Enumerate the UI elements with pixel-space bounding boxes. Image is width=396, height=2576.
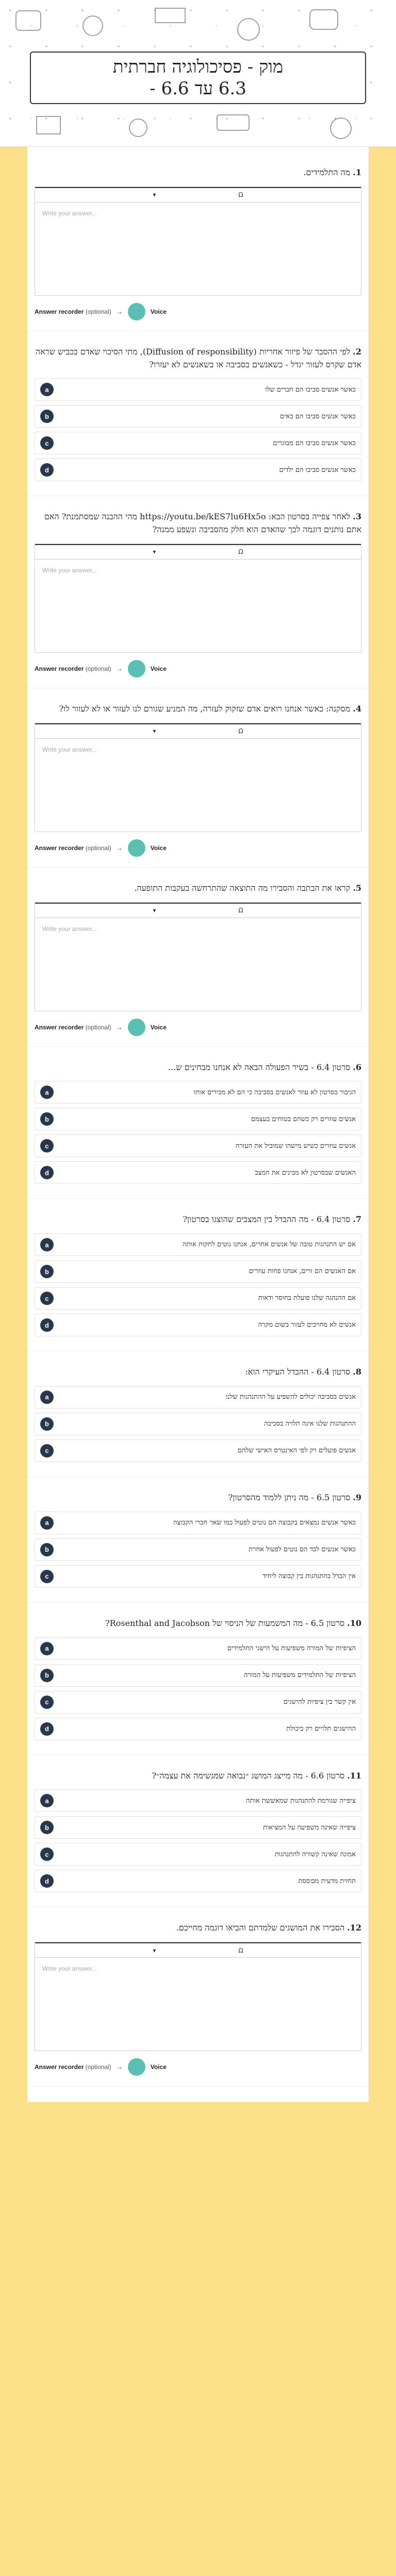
answer-options [35,1386,361,1462]
answer-options [35,1637,361,1740]
voice-label: Voice [150,308,167,315]
question-text [35,1366,361,1379]
option-letter-badge: a [40,1794,54,1807]
option-text: כאשר אנשים נמצאים בקבוצה הם נוטים לפעול כמו שאר חברי הקבוצה [173,1519,356,1527]
recorder-label [35,308,111,315]
answer-option[interactable] [35,1637,361,1660]
record-button[interactable] [128,303,145,320]
recorder-label [35,2063,111,2071]
answer-editor [35,723,361,832]
question-body: סרטון 6.4 - מה ההבדל בין המצבים שהוצגו בסרטון? [183,1214,351,1225]
question-number: 6. [353,1062,361,1072]
question-text [35,1617,361,1630]
answer-option[interactable] [35,1816,361,1839]
voice-label: Voice [150,844,167,852]
option-text: אין הבדל בהתנהגות בין קבוצה ליחיד [262,1572,356,1581]
answer-option[interactable] [35,1718,361,1740]
question-text [35,1492,361,1504]
option-letter-badge: d [40,1166,54,1179]
option-text: אמונה שאינה קשורה להתנהגות [274,1850,356,1858]
recorder-label-text: Answer recorder [35,2063,84,2071]
question-text [35,1213,361,1226]
open-question [27,688,369,868]
question-number: 9. [353,1492,361,1502]
question-number: 7. [353,1214,361,1225]
option-text: אנשים עוזרים רק כשהם בטוחים בעצמם [251,1115,356,1123]
open-question [27,496,369,688]
editor-toolbar [35,1942,361,1958]
arrow-icon: → [116,1023,123,1031]
header-banner [0,0,396,147]
special-character-icon[interactable]: Ω [238,727,243,735]
doodle-shape [15,10,41,31]
recorder-label [35,665,111,672]
option-letter-badge: b [40,1417,54,1431]
question-text [35,511,361,536]
option-text: כאשר אנשים סביבו הם באים [280,412,356,420]
option-text: ציפייה שאינה משפיעה על המציאות [263,1823,356,1832]
option-text: ציפייה שגורמת להתנהגות שמאששת אותה [245,1797,356,1805]
option-text: תחזית מדעית מבוססת [298,1877,356,1885]
answer-editor [35,1942,361,2051]
option-letter-badge: a [40,1642,54,1655]
doodle-shape [36,116,61,134]
answer-option[interactable] [35,1260,361,1283]
question-number: 1. [353,167,361,177]
question-body: סרטון 6.4 - בשיר הפעולה הבאה לא אנחנו מבחינים ש... [168,1062,351,1072]
doodle-shape [309,9,338,30]
question-number: 4. [353,703,361,714]
multiple-choice-question [27,1199,369,1351]
answer-option[interactable] [35,459,361,481]
answer-input[interactable]: Write your answer... [42,925,97,933]
option-letter-badge: b [40,1265,54,1278]
recorder-label-text: Answer recorder [35,844,84,852]
format-dropdown-icon[interactable]: ▾ [153,1946,156,1954]
answer-option[interactable] [35,405,361,428]
question-text [35,882,361,895]
recorder-optional-text: (optional) [85,2063,111,2071]
question-body: קראו את הכתבה והסבירו מה התוצאה שהתרחשה בעקבות התופעה. [134,883,351,893]
answer-input[interactable]: Write your answer... [42,1965,97,1973]
doodle-shape [237,18,260,41]
worksheet-card [27,147,369,2102]
answer-option[interactable] [35,1843,361,1866]
question-body: סרטון 6.5 - מה ניתן ללמוד מהסרטון? [228,1492,351,1502]
option-text: אנשים פועלים רק לפי האינטרס האישי שלהם [237,1447,356,1455]
answer-option[interactable] [35,1108,361,1130]
answer-option[interactable] [35,432,361,454]
option-letter-badge: d [40,1318,54,1332]
option-text: אין קשר בין ציפיות להישגים [283,1698,356,1706]
option-text: כאשר אנשים סביבו הם ילדים [279,466,356,474]
special-character-icon[interactable]: Ω [238,1946,243,1954]
option-text: האנשים שבסרטון לא מבינים את המצב [255,1168,356,1177]
question-number: 8. [353,1367,361,1377]
option-letter-badge: c [40,1848,54,1861]
option-letter-badge: c [40,1139,54,1153]
format-dropdown-icon[interactable]: ▾ [153,907,156,914]
option-text: אם ההנהגה שלנו פועלת בחוסר ודאות [258,1294,356,1302]
editor-toolbar [35,544,361,560]
recorder-label [35,844,111,852]
question-body: סרטון 6.6 - מה מייצג המושג ״נבואה שמגשימה את עצמה״? [152,1770,345,1781]
question-text [35,1770,361,1783]
open-question [27,152,369,331]
arrow-icon: → [116,2063,123,2071]
option-letter-badge: c [40,1444,54,1458]
question-text [35,703,361,716]
doodle-shape [155,8,186,23]
answer-editor [35,902,361,1011]
option-letter-badge: a [40,1391,54,1404]
option-letter-badge: c [40,1570,54,1583]
recorder-label-text: Answer recorder [35,1023,84,1031]
option-letter-badge: d [40,1874,54,1888]
question-number: 5. [353,883,361,893]
option-text: ההישגים תלויים רק ביכולת [286,1724,356,1733]
recorder-optional-text: (optional) [85,665,111,672]
arrow-icon: → [116,844,123,852]
multiple-choice-question [27,1047,369,1199]
question-text [35,1922,361,1935]
question-body: מה התלמידים. [303,167,351,177]
answer-option[interactable] [35,1789,361,1812]
option-letter-badge: a [40,1086,54,1099]
title-line-1: מוק - פסיכולוגיה חברתית [112,56,284,77]
open-question [27,868,369,1047]
answer-input[interactable]: Write your answer... [42,745,97,753]
multiple-choice-question [27,1351,369,1477]
voice-label: Voice [150,1023,167,1031]
record-button[interactable] [128,839,145,857]
multiple-choice-question [27,1755,369,1908]
option-text: אנשים עוזרים כשיש מישהו שמוביל את העזרה [235,1142,356,1150]
answer-options [35,1789,361,1892]
question-number: 11. [347,1770,361,1781]
record-button[interactable] [128,1019,145,1036]
doodle-shape [217,114,250,131]
answer-option[interactable] [35,1870,361,1892]
option-letter-badge: c [40,1696,54,1709]
record-button[interactable] [128,660,145,677]
answer-option[interactable] [35,1664,361,1687]
answer-option[interactable] [35,1538,361,1561]
recorder-label-text: Answer recorder [35,308,84,315]
multiple-choice-question [27,1603,369,1755]
recorder-optional-text: (optional) [85,1023,111,1031]
option-text: הציפיות של התלמידים משפיעות על המורה [243,1671,356,1679]
answer-options [35,1233,361,1336]
question-number: 10. [347,1618,361,1628]
answer-recorder [35,1019,361,1036]
doodle-shape [129,118,147,137]
title-line-2: 6.3 עד 6.6 - [150,78,246,99]
question-body: הסבירו את המושגים שלמדתם והביאו דוגמה מחייכם. [176,1923,345,1933]
option-text: הגיבור בסרטון לא עוזר לאנשים בסביבה כי הם לא מכירים אותו [193,1088,356,1096]
special-character-icon[interactable]: Ω [238,191,243,199]
option-text: כאשר אנשים לבד הם נוטים לפעול אחרת [249,1546,356,1554]
question-text [35,346,361,371]
answer-options [35,1512,361,1588]
format-dropdown-icon[interactable]: ▾ [153,191,156,199]
option-letter-badge: c [40,1292,54,1305]
option-letter-badge: a [40,383,54,396]
answer-input[interactable]: Write your answer... [42,209,97,217]
question-body: מסקנה: כאשר אנחנו רואים אדם שזקוק לעזרה, מה המניע שגורם לנו לעזור או לא לעזור לו? [59,703,351,714]
option-letter-badge: a [40,1238,54,1251]
editor-toolbar [35,723,361,739]
answer-editor [35,544,361,653]
question-body: סרטון 6.4 - ההבדל העיקרי הוא: [245,1367,351,1377]
answer-option[interactable] [35,1413,361,1435]
answer-option[interactable] [35,1565,361,1588]
question-text [35,166,361,179]
recorder-optional-text: (optional) [85,844,111,852]
record-button[interactable] [128,2058,145,2076]
option-text: אנשים לא מחויבים לעזור בשום מקרה [258,1321,356,1329]
title-box [30,52,366,104]
question-number: 2. [353,346,361,357]
question-number: 12. [347,1923,361,1933]
footer-space [0,2102,396,2159]
format-dropdown-icon[interactable]: ▾ [153,548,156,556]
answer-editor [35,187,361,296]
editor-toolbar [35,187,361,202]
voice-label: Voice [150,665,167,672]
doodle-shape [330,117,352,139]
answer-option[interactable] [35,1161,361,1184]
option-text: אם האנשים הם זרים, אנחנו פחות עוזרים [249,1267,356,1276]
question-text [35,1061,361,1074]
option-letter-badge: d [40,463,54,477]
answer-options [35,378,361,481]
answer-option[interactable] [35,378,361,401]
option-letter-badge: b [40,410,54,423]
recorder-optional-text: (optional) [85,308,111,315]
page-title [113,56,283,100]
answer-input[interactable]: Write your answer... [42,566,97,574]
option-text: כאשר אנשים סביבו הם חברים שלו [265,385,356,394]
arrow-icon: → [116,308,123,315]
multiple-choice-question [27,1477,369,1603]
answer-option[interactable] [35,1691,361,1714]
open-question [27,1907,369,2087]
editor-toolbar [35,903,361,918]
option-text: ההתנהגות שלנו אינה תלויה בסביבה [264,1420,356,1428]
answer-option[interactable] [35,1287,361,1310]
answer-option[interactable] [35,1512,361,1534]
doodle-shape [82,15,103,36]
option-text: אם יש התנהגות טובה של אנשים אחרים, אנחנו נוטים לחקות אותה [183,1241,356,1249]
answer-option[interactable] [35,1134,361,1157]
option-letter-badge: d [40,1722,54,1736]
answer-option[interactable] [35,1314,361,1336]
option-letter-badge: b [40,1821,54,1834]
answer-option[interactable] [35,1081,361,1104]
arrow-icon: → [116,665,123,672]
option-letter-badge: a [40,1516,54,1530]
answer-recorder [35,2058,361,2076]
multiple-choice-question [27,331,369,497]
answer-option[interactable] [35,1233,361,1256]
option-letter-badge: b [40,1543,54,1556]
option-text: אנשים בסביבה יכולים להשפיע על ההתנהגות שלנו [225,1393,356,1401]
answer-recorder [35,839,361,857]
answer-recorder [35,660,361,677]
question-body: לפי ההסבר של פיזור אחריות (Diffusion of responsibility), מתי הסיכוי שאדם בכביש שראה אדם שקרס לעזור יגדל - כשאנשים בסביבה או כשאנשים לא יעזרו? [35,346,361,369]
question-body: סרטון 6.5 - מה המשמעות של הניסוי של Rosenthal and Jacobson? [105,1618,345,1628]
special-character-icon[interactable]: Ω [238,548,243,556]
option-letter-badge: b [40,1112,54,1126]
answer-option[interactable] [35,1439,361,1462]
option-letter-badge: b [40,1669,54,1682]
question-number: 3. [353,512,361,522]
answer-recorder [35,303,361,320]
format-dropdown-icon[interactable]: ▾ [153,727,156,735]
voice-label: Voice [150,2063,167,2071]
question-body: לאחר צפייה בסרטון הבא: https://youtu.be/kES7lu6Hx5o מהי ההבנה שמסתמנת? האם אתם נותנים דוגמה לכך שהאדם הוא חלק מהסביבה ונשפע ממנה? [44,512,361,535]
option-text: הציפיות של המורה משפיעות על הישגי התלמידים [227,1644,356,1652]
answer-option[interactable] [35,1386,361,1409]
recorder-label [35,1024,111,1031]
option-letter-badge: c [40,436,54,450]
recorder-label-text: Answer recorder [35,665,84,672]
answer-options [35,1081,361,1184]
option-text: כאשר אנשים סביבו הם מבוגרים [273,439,356,447]
special-character-icon[interactable]: Ω [238,907,243,914]
